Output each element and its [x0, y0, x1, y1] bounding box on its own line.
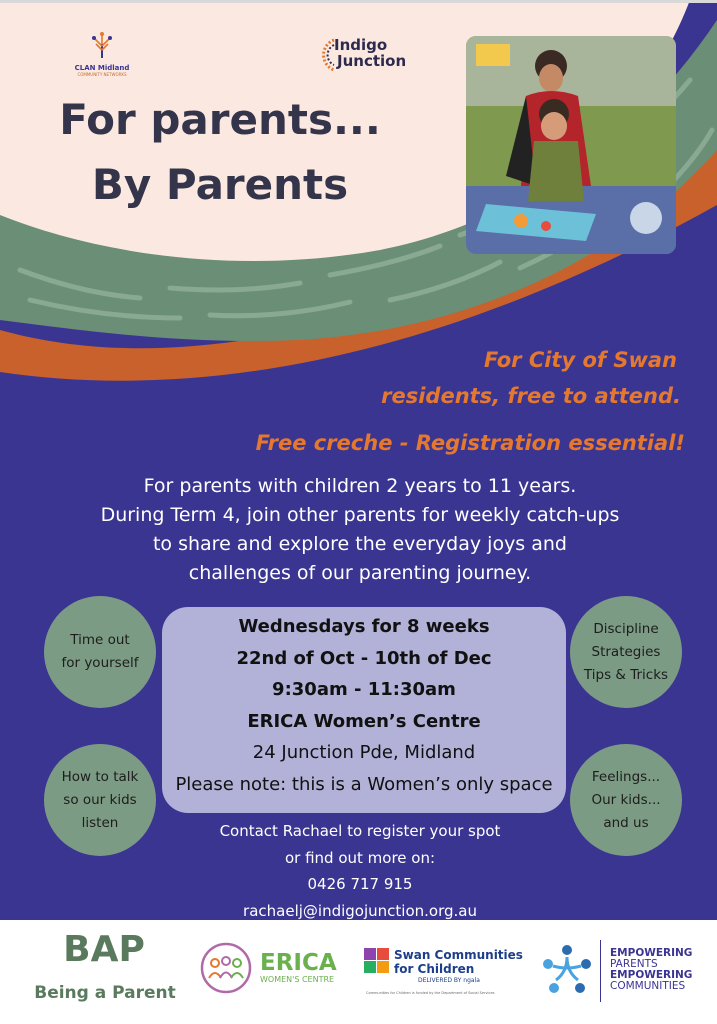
- topic-text: for yourself: [61, 655, 139, 671]
- intro-text: [40, 472, 680, 588]
- parent-child-photo: [466, 36, 676, 254]
- topic-text: and us: [603, 814, 649, 831]
- erica-logo-sub: WOMEN'S CENTRE: [260, 975, 335, 984]
- promo-line2: residents, free to attend.: [381, 384, 681, 408]
- bap-tagline: Being a Parent: [34, 983, 176, 1003]
- epec-line1: EMPOWERING: [610, 947, 693, 959]
- topic-text: Feelings...: [591, 768, 661, 785]
- erica-people-icon: [200, 942, 252, 994]
- swan-logo-line2: for Children: [394, 962, 475, 976]
- time-text: 9:30am - 11:30am: [272, 679, 456, 700]
- topic-circle-discipline: [570, 596, 682, 708]
- topic-text: Our kids...: [591, 791, 661, 808]
- contact-phone[interactable]: 0426 717 915: [307, 875, 413, 893]
- intro-line1: For parents with children 2 years to 11 years.: [143, 475, 577, 497]
- page-title-line2: By Parents: [91, 160, 349, 209]
- topic-text: listen: [81, 814, 119, 831]
- indigo-logo-line2: Junction: [337, 52, 407, 70]
- note-text: Please note: this is a Women’s only space: [175, 773, 553, 795]
- venue-text: ERICA Women’s Centre: [247, 710, 481, 732]
- topic-circle-feelings: [570, 744, 682, 856]
- indigo-logo-line1: Indigo: [334, 36, 388, 54]
- dates-text: 22nd of Oct - 10th of Dec: [236, 647, 492, 669]
- topic-text: Tips & Tricks: [583, 666, 669, 683]
- topic-circle-how-to-talk: [44, 744, 156, 856]
- address-text: 24 Junction Pde, Midland: [252, 742, 476, 763]
- swan-logo-line1: Swan Communities: [394, 948, 523, 962]
- clan-logo-tagline: COMMUNITY NETWORKS: [77, 72, 127, 77]
- swan-puzzle-icon: [364, 948, 390, 974]
- clan-logo-name: CLAN Midland: [74, 64, 130, 72]
- topic-text: so our kids: [63, 791, 137, 808]
- intro-line3: to share and explore the everyday joys and: [152, 533, 567, 555]
- topic-text: Discipline: [593, 620, 659, 637]
- erica-logo-name: ERICA: [260, 950, 337, 976]
- epec-line2: PARENTS: [610, 958, 658, 970]
- contact-email[interactable]: rachaelj@indigojunction.org.au: [243, 901, 477, 920]
- promo-creche: Free creche - Registration essential!: [255, 431, 685, 455]
- epec-line3: EMPOWERING: [610, 969, 693, 981]
- epec-logo-text: [610, 948, 692, 992]
- indigo-junction-logo: [312, 32, 412, 76]
- intro-line2: During Term 4, join other parents for weekly catch-ups: [100, 504, 620, 526]
- topic-text: How to talk: [61, 768, 139, 785]
- page-title-line1: For parents...: [59, 95, 381, 144]
- swan-delivered-by: DELIVERED BY ngala: [418, 977, 480, 984]
- epec-people-icon: [536, 942, 598, 1002]
- session-details-panel: [162, 607, 566, 813]
- topic-text: Time out: [70, 632, 130, 648]
- bap-logo: BAP: [63, 929, 145, 970]
- topic-text: Strategies: [591, 643, 661, 660]
- contact-line1: Contact Rachael to register your spot: [219, 822, 501, 840]
- promo-line1: For City of Swan: [484, 348, 677, 372]
- schedule-text: Wednesdays for 8 weeks: [238, 616, 490, 637]
- topic-circle-time-out: [44, 596, 156, 708]
- epec-divider: [600, 940, 601, 1002]
- swan-logo-name: [394, 948, 523, 976]
- tree-icon: [87, 30, 117, 60]
- swan-funding-note: Communities for Children is funded by the Department of Social Services: [366, 991, 495, 995]
- intro-line4: challenges of our parenting journey.: [188, 562, 532, 584]
- contact-line2: or find out more on:: [284, 848, 436, 867]
- epec-line4: COMMUNITIES: [610, 980, 686, 992]
- contact-block: [160, 818, 560, 924]
- clan-midland-logo: [74, 30, 130, 77]
